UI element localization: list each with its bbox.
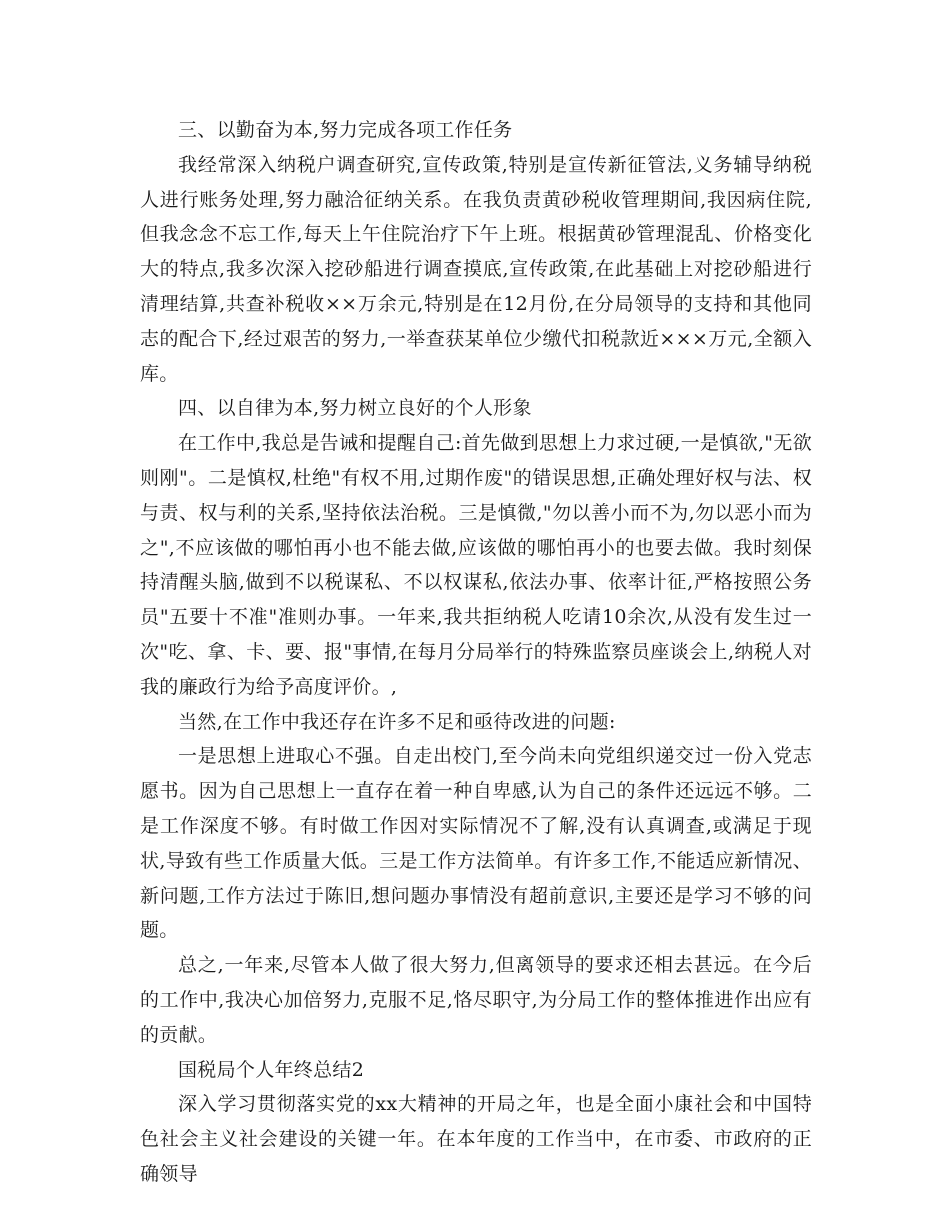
paragraph: 在工作中,我总是告诫和提醒自己:首先做到思想上力求过硬,一是慎欲,"无欲则刚"。二是慎权,杜绝"有权不用,过期作废"的错误思想,正确处理好权与法、权与责、权与利的关系,坚持依法治税。三是慎微,"勿以善小而不为,勿以恶小而为之",不应该做的哪怕再小也不能去做,应该做的哪怕再小的也要去做。我时刻保持清醒头脑,做到不以税谋私、不以权谋私,依法办事、依率计征,严格按照公务员"五要十不准"准则办事。一年来,我共拒纳税人吃请10余次,从没有发生过一次"吃、拿、卡、要、报"事情,在每月分局举行的特殊监察员座谈会上,纳税人对我的廉政行为给予高度评价。, <box>140 432 812 698</box>
section-heading-3: 三、以勤奋为本,努力完成各项工作任务 <box>178 119 513 141</box>
paragraph: 总之,一年来,尽管本人做了很大努力,但离领导的要求还相去甚远。在今后的工作中,我决心加倍努力,克服不足,恪尽职守,为分局工作的整体推进作出应有的贡献。 <box>140 954 812 1046</box>
document-body <box>140 113 812 1192</box>
paragraph: 深入学习贯彻落实党的xx大精神的开局之年，也是全面小康社会和中国特色社会主义社会建设的关键一年。在本年度的工作当中，在市委、市政府的正确领导 <box>140 1093 812 1185</box>
paragraph: 当然,在工作中我还存在许多不足和亟待改进的问题: <box>178 710 616 733</box>
paragraph: 一是思想上进取心不强。自走出校门,至今尚未向党组织递交过一份入党志愿书。因为自己思想上一直存在着一种自卑感,认为自己的条件还远远不够。二是工作深度不够。有时做工作因对实际情况不了解,没有认真调查,或满足于现状,导致有些工作质量大低。三是工作方法简单。有许多工作,不能适应新情况、新问题,工作方法过于陈旧,想问题办事情没有超前意识,主要还是学习不够的问题。 <box>140 745 812 942</box>
document-subtitle: 国税局个人年终总结2 <box>178 1058 365 1081</box>
paragraph: 我经常深入纳税户调查研究,宣传政策,特别是宣传新征管法,义务辅导纳税人进行账务处理,努力融洽征纳关系。在我负责黄砂税收管理期间,我因病住院,但我念念不忘工作,每天上午住院治疗下午上班。根据黄砂管理混乱、价格变化大的特点,我多次深入挖砂船进行调查摸底,宣传政策,在此基础上对挖砂船进行清理结算,共查补税收××万余元,特别是在12月份,在分局领导的支持和其他同志的配合下,经过艰苦的努力,一举查获某单位少缴代扣税款近×××万元,全额入库。 <box>140 153 812 385</box>
section-heading-4: 四、以自律为本,努力树立良好的个人形象 <box>178 397 532 420</box>
